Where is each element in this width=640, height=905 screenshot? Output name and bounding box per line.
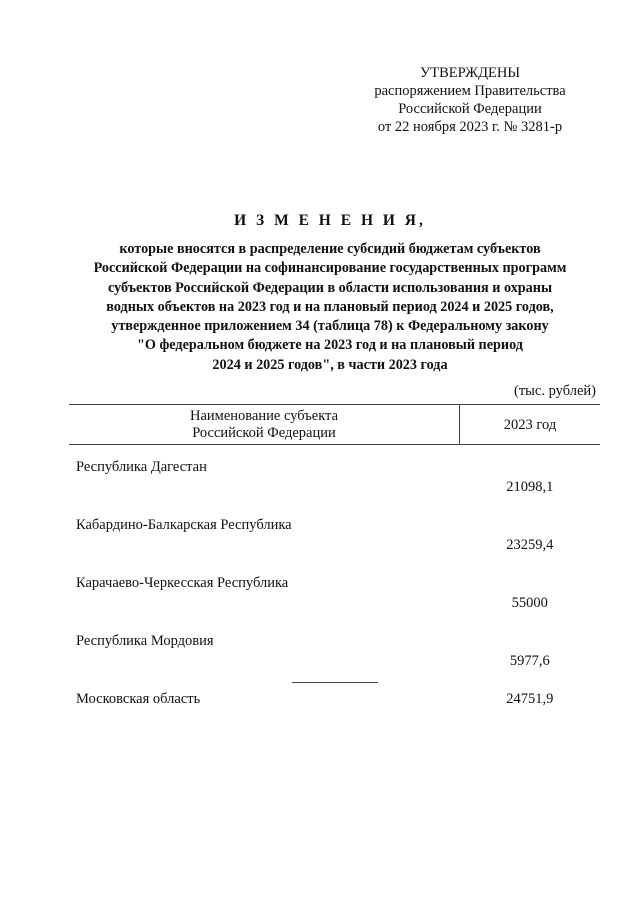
units-label: (тыс. рублей) [514,383,596,399]
subsidy-amount: 5977,6 [509,653,550,669]
document-title: И З М Е Н Е Н И Я, [234,212,426,229]
subtitle-line: которые вносятся в распределение субсидий бюджетам субъектов [119,241,541,257]
table-header-row [69,405,600,445]
subsidy-amount: 21098,1 [506,479,554,495]
subtitle-line: водных объектов на 2023 год и на плановый период 2024 и 2025 годов, [106,298,554,315]
subsidy-table [69,404,600,729]
subsidy-amount: 24751,9 [506,691,554,707]
subtitle-line: "О федеральном бюджете на 2023 год и на плановый период [137,337,523,354]
subsidy-amount: 55000 [511,595,548,611]
approval-authority-country: Российской Федерации [398,101,542,117]
subject-name: Республика Дагестан [76,459,207,475]
subsidy-amount: 23259,4 [506,537,554,553]
subject-name: Карачаево-Черкесская Республика [76,575,289,591]
subtitle-line: субъектов Российской Федерации в области использования и охраны [107,279,553,296]
approval-heading: УТВЕРЖДЕНЫ [419,65,521,81]
document-subtitle [60,240,600,375]
approval-stamp [330,64,610,136]
table-row [69,691,600,729]
column-header-year: 2023 год [460,405,601,445]
table-row [69,575,600,633]
approval-authority: распоряжением Правительства [374,83,566,99]
subject-name: Республика Мордовия [76,633,214,649]
column-header-subject: Наименование субъекта Российской Федерации [69,405,460,445]
subtitle-line: 2024 и 2025 годов", в части 2023 года [212,356,448,373]
table-row [69,445,600,518]
subtitle-line: Российской Федерации на софинансирование государственных программ [93,260,567,277]
approval-date-number: от 22 ноября 2023 г. № 3281-р [377,119,563,135]
subtitle-line: утвержденное приложением 34 (таблица 78) к Федеральному закону [111,318,549,335]
subject-name: Московская область [76,691,201,707]
table-row [69,517,600,575]
subject-name: Кабардино-Балкарская Республика [76,517,292,533]
end-of-document-rule [292,682,378,683]
document-heading [60,212,600,375]
